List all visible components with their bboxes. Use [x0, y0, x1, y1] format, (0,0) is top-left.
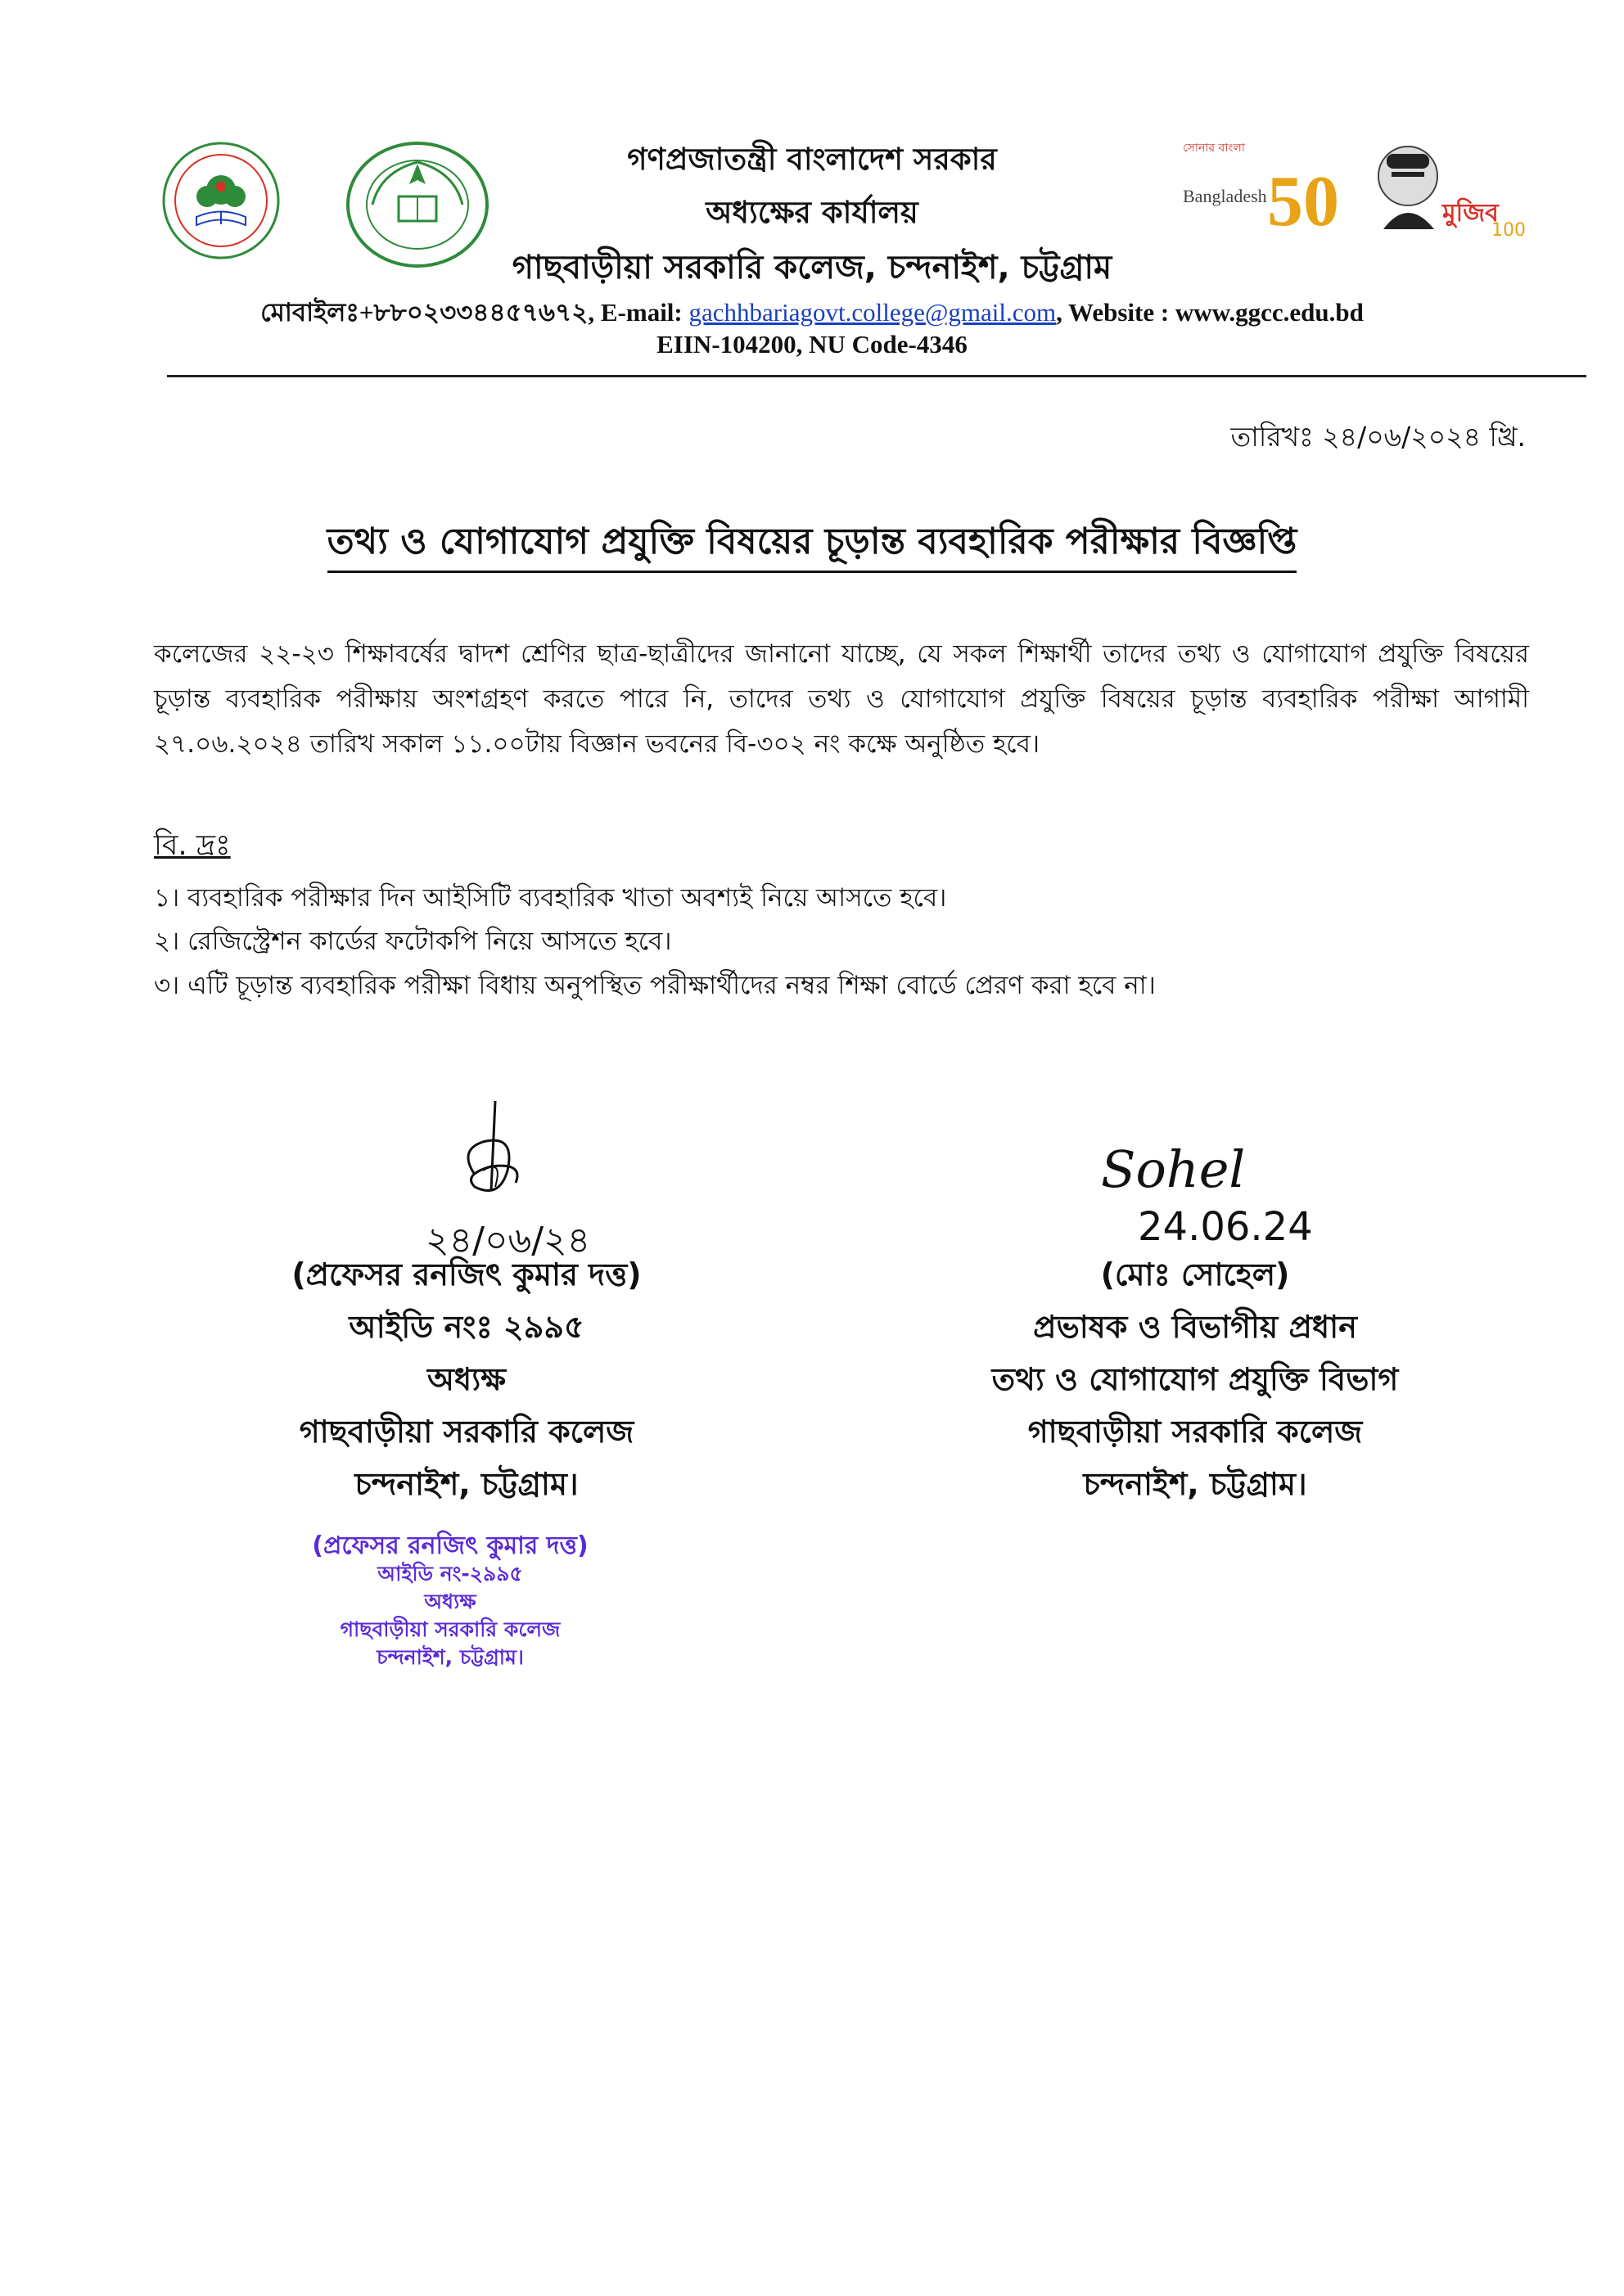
- hod-department: তথ্য ও যোগাযোগ প্রযুক্তি বিভাগ: [991, 1361, 1399, 1397]
- hod-designation: প্রভাষক ও বিভাগীয় প্রধান: [1033, 1309, 1357, 1345]
- hod-college: গাছবাড়ীয়া সরকারি কলেজ: [1027, 1414, 1363, 1450]
- note-item: ১। ব্যবহারিক পরীক্ষার দিন আইসিটি ব্যবহারিক খাতা অবশ্যই নিয়ে আসতে হবে।: [154, 883, 947, 913]
- principal-name: (প্রফেসর রনজিৎ কুমার দত্ত): [291, 1256, 642, 1292]
- principal-designation: অধ্যক্ষ: [426, 1361, 506, 1397]
- phone: মোবাইলঃ+৮৮০২৩৩৪৪৫৭৬৭২, E-mail:: [260, 298, 683, 327]
- stamp-name: (প্রফেসর রনজিৎ কুমার দত্ত): [312, 1531, 589, 1560]
- stamp-location: চন্দনাইশ, চট্টগ্রাম।: [377, 1645, 524, 1669]
- hod-block: [917, 1248, 1473, 1510]
- svg-text:100: 100: [1491, 220, 1526, 241]
- header-divider: [167, 375, 1586, 377]
- website[interactable]: , Website : www.ggcc.edu.bd: [1056, 298, 1364, 327]
- svg-text:মুজিব: মুজিব: [1442, 199, 1499, 228]
- principal-signature: [426, 1093, 630, 1268]
- notice-title: [0, 514, 1624, 574]
- principal-seal-stamp: [286, 1532, 614, 1671]
- notice-title-text: তথ্য ও যোগাযোগ প্রযুক্তি বিষয়ের চূড়ান্ত ব্যবহারিক পরীক্ষার বিজ্ঞপ্তি: [327, 521, 1297, 573]
- government-name: গণপ্রজাতন্ত্রী বাংলাদেশ সরকার: [627, 142, 997, 177]
- office-name: অধ্যক্ষের কার্যালয়: [706, 195, 918, 230]
- stamp-designation: অধ্যক্ষ: [424, 1590, 476, 1613]
- hod-location: চন্দনাইশ, চট্টগ্রাম।: [1083, 1466, 1307, 1502]
- svg-text:২৪/০৬/২৪: ২৪/০৬/২৪: [426, 1220, 591, 1261]
- hod-signature: [1097, 1138, 1441, 1256]
- svg-text:24.06.24: 24.06.24: [1138, 1204, 1313, 1250]
- notice-date: তারিখঃ ২৪/০৬/২০২৪ খ্রি.: [1230, 421, 1526, 453]
- stamp-college: গাছবাড়ীয়া সরকারি কলেজ: [340, 1617, 561, 1641]
- principal-id: আইডি নংঃ ২৯৯৫: [349, 1309, 584, 1345]
- svg-text:50: 50: [1267, 162, 1339, 241]
- eiin-nu-code: EIIN-104200, NU Code-4346: [656, 330, 968, 359]
- note-item: ২। রেজিস্ট্রেশন কার্ডের ফটোকপি নিয়ে আসতে হবে।: [154, 927, 672, 956]
- svg-text:Bangladesh: Bangladesh: [1183, 186, 1267, 206]
- principal-location: চন্দনাইশ, চট্টগ্রাম।: [354, 1466, 579, 1502]
- college-name: গাছবাড়ীয়া সরকারি কলেজ, চন্দনাইশ, চট্টগ্রাম: [512, 249, 1112, 286]
- note-item: ৩। এটি চূড়ান্ত ব্যবহারিক পরীক্ষা বিধায় অনুপস্থিত পরীক্ষার্থীদের নম্বর শিক্ষা বোর্ডে প্রেরণ করা হবে না।: [154, 971, 1156, 1000]
- principal-college: গাছবাড়ীয়া সরকারি কলেজ: [299, 1414, 634, 1450]
- principal-block: [221, 1248, 712, 1510]
- notice-body: কলেজের ২২-২৩ শিক্ষাবর্ষের দ্বাদশ শ্রেণির ছাত্র-ছাত্রীদের জানানো যাচ্ছে, যে সকল শিক্ষার্থী তাদের তথ্য ও যোগাযোগ প্রযুক্তি বিষয়ের চূড়ান্ত ব্যবহারিক পরীক্ষায় অংশগ্রহণ করতে পারে নি, তাদের তথ্য ও যোগাযোগ প্রযুক্তি বিষয়ের চূড়ান্ত ব্যবহারিক পরীক্ষা আগামী ২৭.০৬.২০২৪ তারিখ সকাল ১১.০০টায় বিজ্ঞান ভবনের বি-৩০২ নং কক্ষে অনুষ্ঠিত হবে।: [154, 639, 1529, 759]
- stamp-id: আইডি নং-২৯৯৫: [377, 1562, 523, 1586]
- svg-text:Sohel: Sohel: [1101, 1139, 1246, 1199]
- svg-text:সোনার বাংলা: সোনার বাংলা: [1183, 142, 1245, 155]
- email-link[interactable]: gachhbariagovt.college@gmail.com: [688, 298, 1057, 327]
- notes-heading: বি. দ্রঃ: [154, 829, 231, 862]
- hod-name: (মোঃ সোহেল): [1100, 1256, 1290, 1292]
